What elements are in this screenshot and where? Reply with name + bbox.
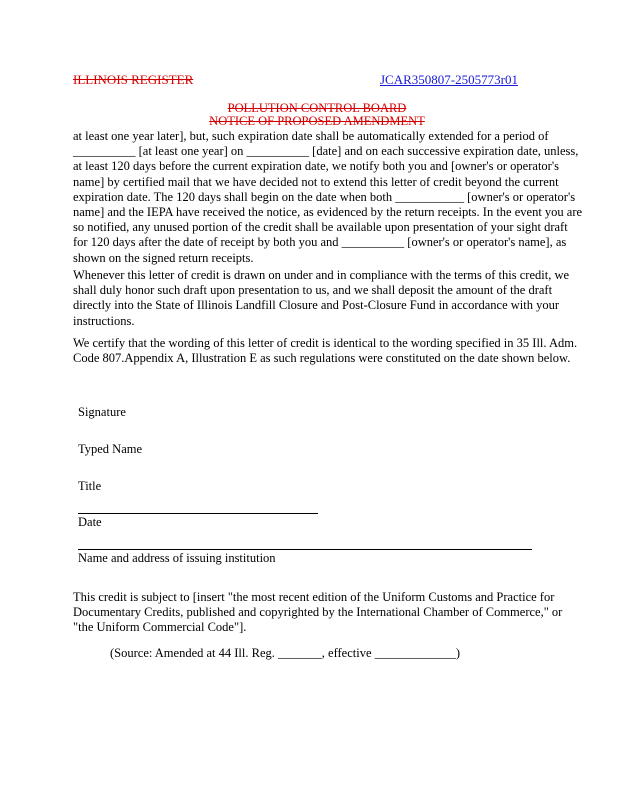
- paragraph-expiration: at least one year later], but, such expiration date shall be automatically extended for a period of __________ [at least one year] on __________ [date] and on each successive expiration date, unless, at least 120 days before the current expiration date, we notify both you and [owner's or operator's name] by certified mail that we have decided not to extend this letter of credit beyond the current expiration date. The 120 days shall begin on the date when both ___________ [owner's or operator's name] and the IEPA have received the notice, as evidenced by the return receipts. In the event you are so notified, any unused portion of the credit shall be available upon presentation of your sight draft for 120 days after the date of receipt by both you and __________ [owner's or operator's name], as shown on the signed return receipts.: [73, 129, 583, 265]
- paragraph-certification: We certify that the wording of this letter of credit is identical to the wording specified in 35 Ill. Adm. Code 807.Appendix A, Illustration E as such regulations were constituted on the date shown below.: [73, 336, 578, 366]
- paragraph-subject-to: This credit is subject to [insert "the most recent edition of the Uniform Customs and Practice for Documentary Credits, published and copyrighted by the International Chamber of Commerce," or "the Uniform Commercial Code"].: [73, 590, 563, 635]
- agency-title: POLLUTION CONTROL BOARD: [227, 101, 407, 115]
- jcar-code-link[interactable]: JCAR350807-2505773r01: [380, 72, 518, 87]
- paragraph-draft-honor: Whenever this letter of credit is drawn on under and in compliance with the terms of this credit, we shall duly honor such draft upon presentation to us, and we shall deposit the amount of the draft directly into the State of Illinois Landfill Closure and Post-Closure Fund in accordance with your instructions.: [73, 268, 570, 328]
- title-label: Title: [78, 479, 102, 493]
- signature-label: Signature: [78, 405, 126, 419]
- source-note: (Source: Amended at 44 Ill. Reg. _______, effective _____________): [110, 646, 461, 660]
- typed-name-label: Typed Name: [78, 442, 143, 456]
- institution-rule: [78, 549, 532, 550]
- institution-label: Name and address of issuing institution: [78, 551, 276, 565]
- date-label: Date: [78, 515, 102, 529]
- date-rule: [78, 513, 318, 514]
- notice-title: NOTICE OF PROPOSED AMENDMENT: [209, 114, 425, 128]
- register-header: ILLINOIS REGISTER: [73, 72, 194, 87]
